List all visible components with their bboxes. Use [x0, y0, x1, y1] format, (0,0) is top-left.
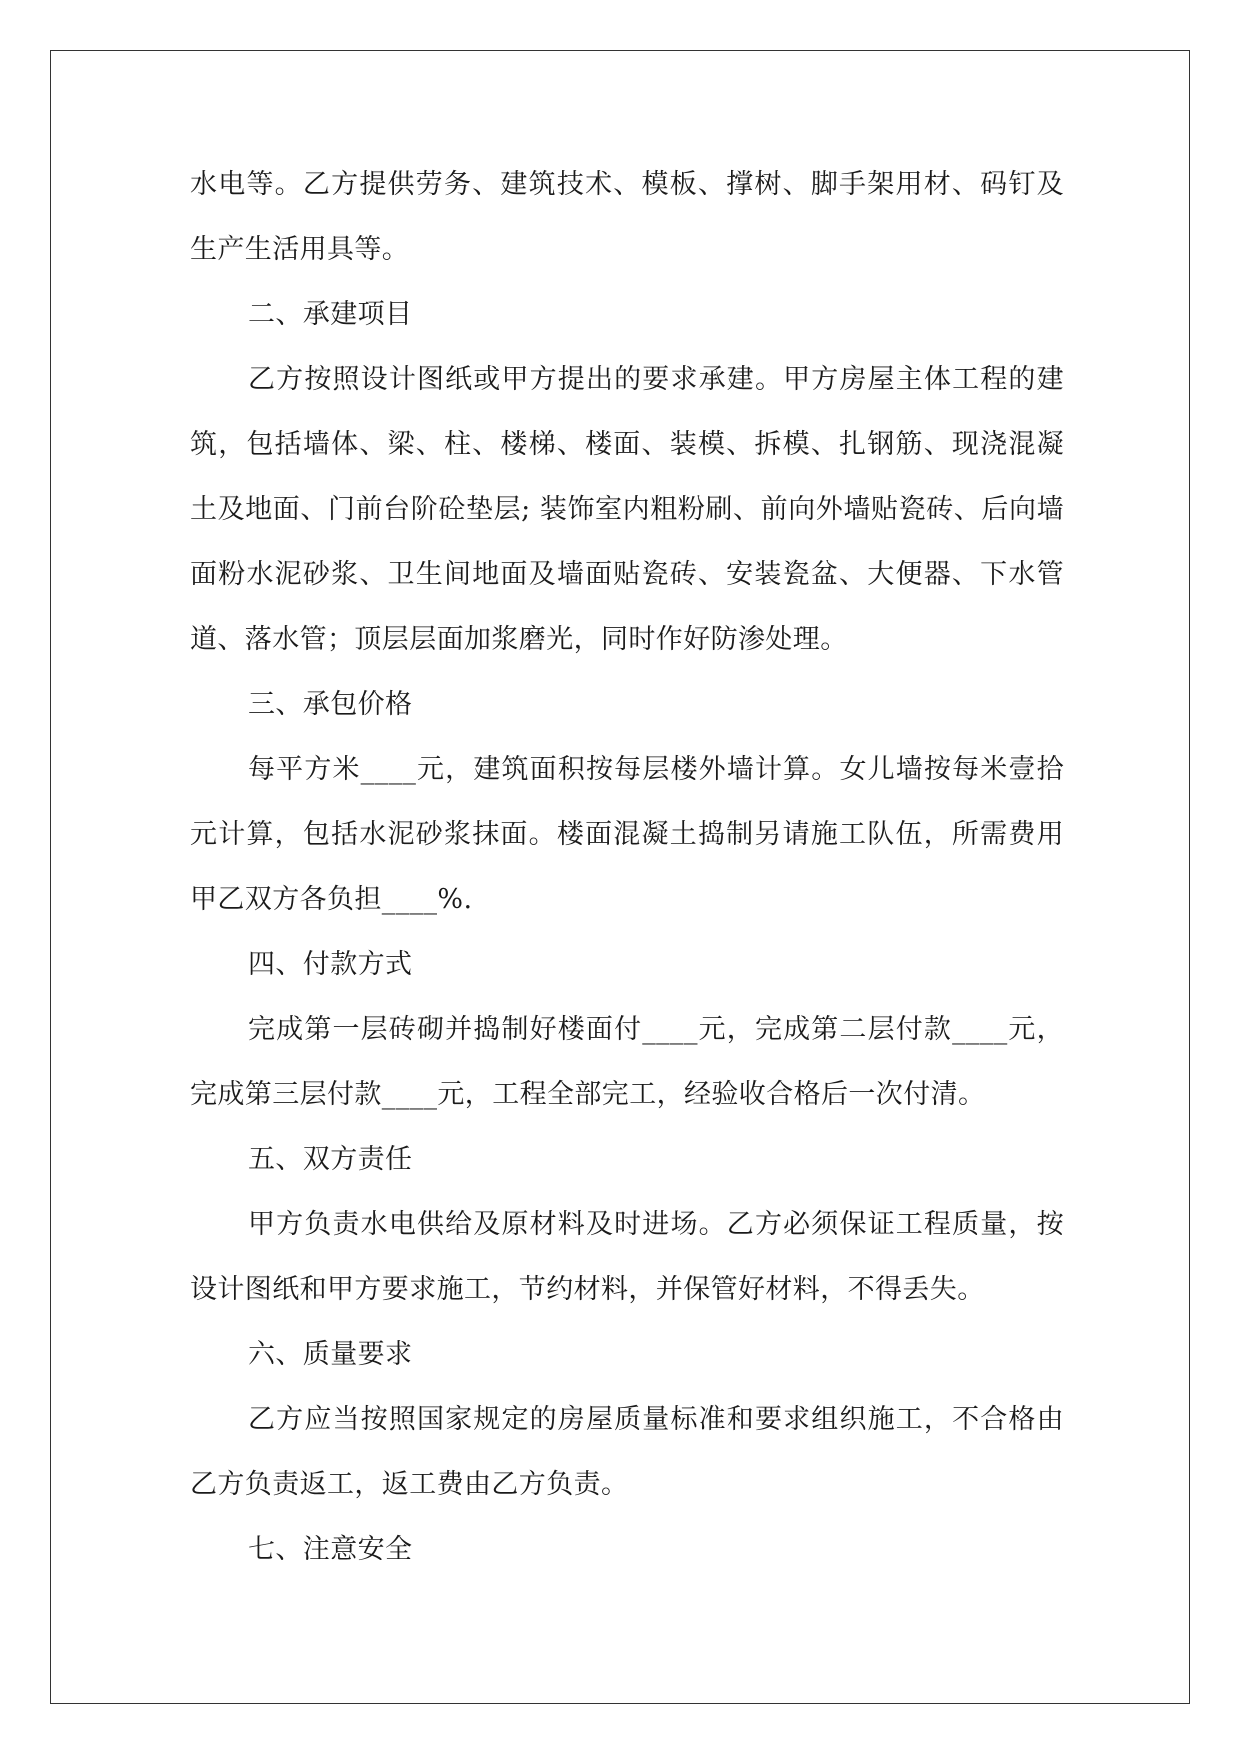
paragraph-materials-continued: 水电等。乙方提供劳务、建筑技术、模板、撑树、脚手架用材、码钉及生产生活用具等。: [190, 169, 1064, 265]
document-body: [190, 152, 1064, 1582]
section-heading-6: 六、质量要求: [248, 1339, 413, 1370]
section-heading-4: 四、付款方式: [248, 949, 413, 980]
paragraph-price: 每平方米____元，建筑面积按每层楼外墙计算。女儿墙按每米壹拾元计算，包括水泥砂浆抹面。楼面混凝土捣制另请施工队伍，所需费用甲乙双方各负担____%.: [190, 754, 1064, 915]
section-heading-3: 三、承包价格: [248, 689, 413, 720]
paragraph-project-scope: 乙方按照设计图纸或甲方提出的要求承建。甲方房屋主体工程的建筑，包括墙体、梁、柱、楼梯、楼面、装模、拆模、扎钢筋、现浇混凝土及地面、门前台阶砼垫层; 装饰室内粗粉刷、前向外墙贴瓷砖、后向墙面粉水泥砂浆、卫生间地面及墙面贴瓷砖、安装瓷盆、大便器、下水管道、落水管；顶层层面加浆磨光，同时作好防渗处理。: [190, 364, 1064, 655]
paragraph-responsibilities: 甲方负责水电供给及原材料及时进场。乙方必须保证工程质量，按设计图纸和甲方要求施工，节约材料，并保管好材料，不得丢失。: [190, 1209, 1064, 1305]
section-heading-5: 五、双方责任: [248, 1144, 413, 1175]
paragraph-quality: 乙方应当按照国家规定的房屋质量标准和要求组织施工，不合格由乙方负责返工，返工费由乙方负责。: [190, 1404, 1064, 1500]
section-heading-2: 二、承建项目: [248, 299, 413, 330]
paragraph-payment: 完成第一层砖砌并捣制好楼面付____元，完成第二层付款____元，完成第三层付款____元，工程全部完工，经验收合格后一次付清。: [190, 1014, 1064, 1110]
section-heading-7: 七、注意安全: [248, 1534, 413, 1565]
